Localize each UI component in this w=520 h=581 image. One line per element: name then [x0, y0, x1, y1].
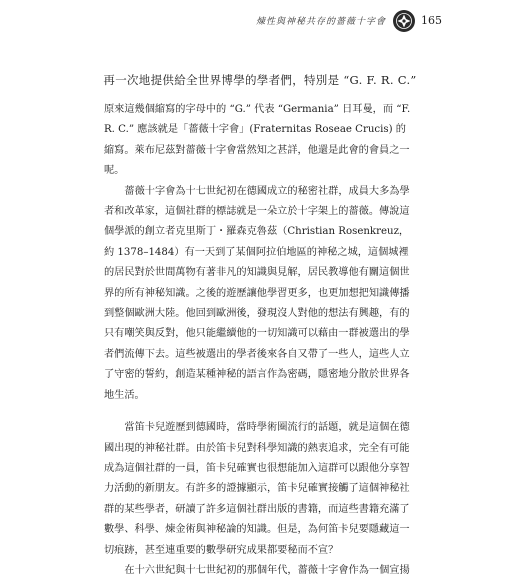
- body-text: [104, 100, 416, 581]
- paragraph: 薔薇十字會為十七世紀初在德國成立的秘密社群，成員大多為學者和改革家，這個社群的標誌就是一朵立於十字架上的薔薇。傳說這個學派的創立者克里斯丁・羅森克魯茲（Christian Rosenkreuz，約 1378–1484）有一天到了某個阿拉伯地區的神秘之城，這個城裡的居民對於世間萬物有著非凡的知識與見解，居民教導他有關這個世界的所有神秘知識。之後的遊歷讓他學習更多，也更加想把知識傳播到整個歐洲大陸。他回到歐洲後，發現沒人對他的想法有興趣，有的只有嘲笑與反對，他只能繼續他的一切知識可以藉由一群被選出的學者們流傳下去。這些被選出的學者後來各自又帶了一些人，這些人立了守密的誓約，創造某種神秘的語言作為密碼，隱密地分散於世界各地生活。: [104, 185, 410, 401]
- running-header-title: 煉性與神秘共存的薔薇十字會: [255, 17, 386, 27]
- paragraph: 當笛卡兒遊歷到德國時，當時學術圈流行的話題，就是這個在德國出現的神秘社群。由於笛卡兒對科學知識的熱衷追求，完全有可能成為這個社群的一員，笛卡兒確實也很想能加入這群可以跟他分享智力活動的新朋友。有許多的證據顯示，笛卡兒確實接觸了這個神秘社群的某些學者，研讀了許多這個社群出版的書籍，而這些書籍充滿了數學、科學、煉金術與神秘論的知識。但是，為何笛卡兒要隱藏這一切痕跡，甚至連重要的數學研究成果都要秘而不宣？: [104, 422, 410, 556]
- paragraph: 在十六世紀與十七世紀初的那個年代，薔薇十字會作為一個宣揚: [124, 564, 410, 576]
- section-subtitle: 再一次地提供給全世界博學的學者們，特別是 “G. F. R. C.”: [103, 73, 417, 87]
- running-header: [0, 8, 520, 36]
- rose-cross-emblem-icon: [393, 10, 415, 32]
- page-number: 165: [421, 14, 442, 27]
- paragraph-spacer: [104, 406, 416, 418]
- paragraph: 原來這幾個縮寫的字母中的 “G.” 代表 “Germania” 日耳曼，而 “F. R. C.” 應該就是「薔薇十字會」(Fraternitas Roseae Crucis) 的縮寫。萊布尼茲對薔薇十字會當然知之甚詳，他還是此會的會員之一呢。: [104, 104, 411, 177]
